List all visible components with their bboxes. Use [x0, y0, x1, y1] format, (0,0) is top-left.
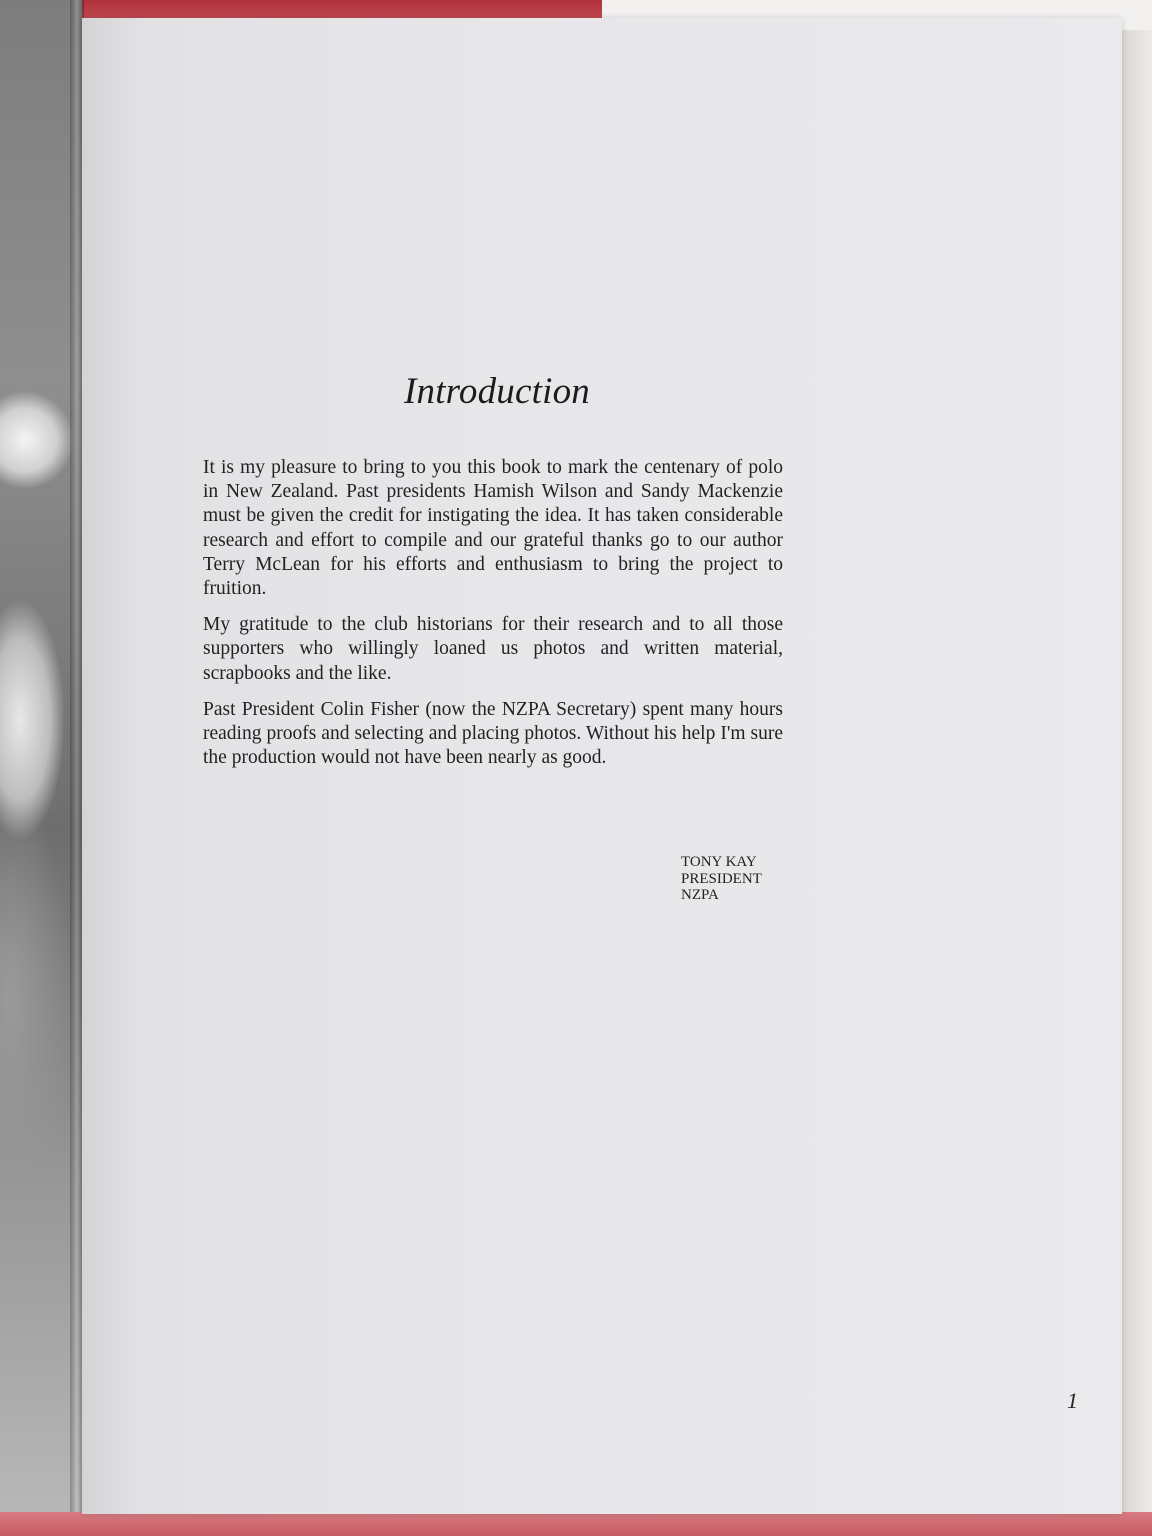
signature-block — [681, 854, 762, 904]
signature-role: PRESIDENT — [681, 870, 762, 887]
paragraph: It is my pleasure to bring to you this book to mark the centenary of polo in New Zealand. Past presidents Hamish Wilson and Sandy Mackenzie must be given the credit for instigating the idea. It has taken considerable research and effort to compile and our grateful thanks go to our author Terry McLean for his efforts and enthusiasm to bring the project to fruition. — [203, 457, 783, 600]
paragraph: My gratitude to the club historians for their research and to all those supporters who willingly loaned us photos and written material, scrapbooks and the like. — [203, 614, 783, 684]
page-title: Introduction — [403, 371, 590, 412]
paragraph: Past President Colin Fisher (now the NZPA Secretary) spent many hours reading proofs and selecting and placing photos. Without his help I'm sure the production would not have been nearly as good. — [203, 698, 783, 769]
book-page — [82, 18, 1122, 1514]
introduction-body — [203, 456, 783, 782]
book-cover-right-edge — [1120, 30, 1152, 1520]
signature-name: TONY KAY — [681, 854, 757, 870]
page-number: 1 — [1067, 1388, 1078, 1413]
book-cover-bottom-edge — [0, 1512, 1152, 1536]
signature-organization: NZPA — [681, 887, 719, 903]
